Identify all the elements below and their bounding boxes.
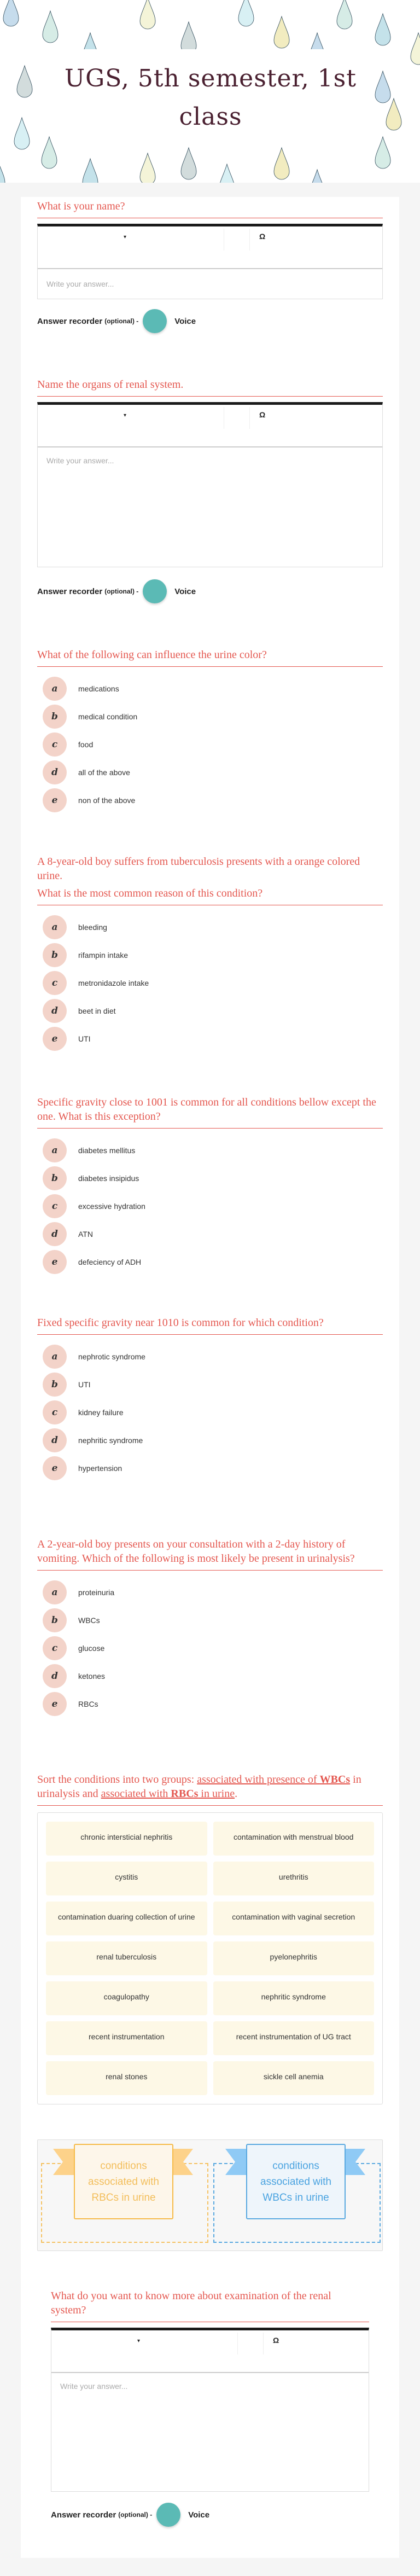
- raindrop-icon: [140, 0, 155, 29]
- question-title: [37, 854, 383, 905]
- option-b[interactable]: [37, 941, 383, 969]
- option-label: ATN: [78, 1229, 93, 1238]
- option-label: WBCs: [78, 1615, 100, 1625]
- question-title: What is your name?: [37, 199, 383, 218]
- option-label: hypertension: [78, 1463, 122, 1473]
- format-dropdown-icon[interactable]: ▾: [137, 2338, 141, 2344]
- sortable-item[interactable]: recent instrumentation of UG tract: [213, 2021, 375, 2055]
- option-d[interactable]: [37, 758, 383, 786]
- question-title: What do you want to know more about examination of the renal system?: [51, 2289, 369, 2322]
- raindrop-icon: [274, 148, 289, 179]
- option-label: medical condition: [78, 712, 138, 721]
- option-letter-badge: d: [43, 1428, 67, 1452]
- answer-editor: [37, 402, 383, 567]
- recorder-label: Answer recorder: [51, 2510, 116, 2520]
- raindrop-icon: [219, 164, 235, 183]
- option-letter-badge: e: [43, 1027, 67, 1051]
- option-a[interactable]: [37, 1342, 383, 1370]
- option-letter-badge: b: [43, 705, 67, 729]
- sortable-item[interactable]: recent instrumentation: [46, 2021, 207, 2055]
- format-dropdown-icon[interactable]: ▾: [124, 412, 127, 418]
- option-label: glucose: [78, 1643, 105, 1653]
- option-label: excessive hydration: [78, 1201, 145, 1211]
- ribbon-icon: [343, 2149, 365, 2175]
- title-bold: RBCs: [171, 1788, 199, 1800]
- raindrop-icon: [238, 0, 254, 26]
- sortable-item[interactable]: contamination with vaginal secretion: [213, 1902, 375, 1935]
- raindrop-icon: [181, 148, 196, 179]
- option-c[interactable]: [37, 1398, 383, 1426]
- option-label: beet in diet: [78, 1006, 116, 1015]
- option-letter-badge: b: [43, 1373, 67, 1397]
- title-bold: WBCs: [319, 1773, 351, 1786]
- raindrop-icon: [0, 159, 5, 183]
- ribbon-icon: [53, 2149, 75, 2175]
- option-label: RBCs: [78, 1699, 98, 1708]
- recorder-optional: (optional) -: [104, 588, 139, 595]
- sortable-item[interactable]: renal stones: [46, 2061, 207, 2095]
- raindrop-icon: [411, 33, 420, 65]
- title-text: in urinalysis and: [37, 1773, 361, 1800]
- option-letter-badge: d: [43, 1222, 67, 1246]
- sortable-item[interactable]: cystitis: [46, 1862, 207, 1895]
- option-letter-badge: d: [43, 999, 67, 1023]
- ribbon-icon: [171, 2149, 193, 2175]
- option-letter-badge: c: [43, 1636, 67, 1660]
- wbc-group-label: conditions associated with WBCs in urine: [246, 2144, 346, 2219]
- question-title: What of the following can influence the urine color?: [37, 648, 383, 667]
- raindrop-icon: [375, 71, 390, 103]
- recorder-optional: (optional) -: [118, 2511, 153, 2519]
- recorder-label: Answer recorder: [37, 316, 103, 326]
- question-specific-gravity-1001: [37, 1095, 383, 1276]
- format-dropdown-icon[interactable]: ▾: [124, 234, 127, 240]
- option-a[interactable]: [37, 913, 383, 941]
- option-letter-badge: a: [43, 677, 67, 701]
- option-letter-badge: a: [43, 1138, 67, 1162]
- raindrop-icon: [43, 11, 58, 43]
- option-letter-badge: a: [43, 915, 67, 939]
- raindrop-icon: [140, 153, 155, 183]
- option-b[interactable]: [37, 1370, 383, 1398]
- voice-label: Voice: [188, 2510, 210, 2520]
- question-title-line2: What is the most common reason of this condition?: [37, 887, 263, 899]
- question-urine-color: [37, 648, 383, 814]
- raindrop-icon: [375, 14, 390, 45]
- option-label: UTI: [78, 1034, 91, 1043]
- option-a[interactable]: [37, 1578, 383, 1606]
- option-c[interactable]: [37, 1634, 383, 1662]
- option-letter-badge: c: [43, 1194, 67, 1218]
- raindrop-icon: [375, 137, 390, 168]
- editor-toolbar: [38, 226, 382, 269]
- title-underlined: associated with: [101, 1788, 171, 1800]
- option-b[interactable]: [37, 1606, 383, 1634]
- option-letter-badge: e: [43, 788, 67, 812]
- option-label: kidney failure: [78, 1408, 124, 1417]
- option-letter-badge: c: [43, 732, 67, 757]
- question-learn-more: [51, 2289, 369, 2527]
- raindrop-icon: [17, 66, 32, 97]
- option-letter-badge: e: [43, 1456, 67, 1480]
- option-label: diabetes mellitus: [78, 1145, 136, 1155]
- option-b[interactable]: [37, 702, 383, 730]
- recorder-label: Answer recorder: [37, 586, 103, 596]
- option-c[interactable]: [37, 1192, 383, 1220]
- option-label: medications: [78, 684, 119, 693]
- title-underlined: associated with presence of: [197, 1773, 320, 1786]
- sortable-item[interactable]: chronic intersticial nephritis: [46, 1822, 207, 1856]
- question-renal-organs: [37, 377, 383, 603]
- option-d[interactable]: [37, 1426, 383, 1454]
- answer-textarea[interactable]: [38, 447, 382, 567]
- answer-editor: [37, 224, 383, 299]
- editor-toolbar: [51, 2330, 369, 2373]
- voice-record-button[interactable]: [143, 579, 167, 603]
- option-d[interactable]: [37, 1220, 383, 1248]
- answer-recorder: [37, 579, 383, 603]
- voice-label: Voice: [174, 586, 196, 596]
- option-label: nephrotic syndrome: [78, 1352, 145, 1361]
- question-name: [37, 199, 383, 333]
- option-label: UTI: [78, 1380, 91, 1389]
- option-label: rifampin intake: [78, 950, 129, 960]
- question-title: A 2-year-old boy presents on your consultation with a 2-day history of vomiting. Which of the following is most likely be present in urinalysis?: [37, 1537, 383, 1571]
- option-c[interactable]: [37, 969, 383, 997]
- option-letter-badge: a: [43, 1580, 67, 1604]
- ribbon-icon: [225, 2149, 247, 2175]
- sortable-item[interactable]: nephritic syndrome: [213, 1981, 375, 2015]
- title-text: Sort the conditions into two groups:: [37, 1773, 197, 1786]
- question-title: Specific gravity close to 1001 is common for all conditions bellow except the one. What is this exception?: [37, 1095, 383, 1129]
- title-box: [63, 49, 358, 147]
- option-label: food: [78, 740, 94, 749]
- answer-recorder: [51, 2503, 369, 2527]
- option-label: bleeding: [78, 922, 107, 932]
- question-vomiting-boy: [37, 1537, 383, 1718]
- option-e[interactable]: [37, 786, 383, 814]
- sortable-item[interactable]: contamination with menstrual blood: [213, 1822, 375, 1856]
- question-sort-conditions: [37, 1772, 383, 2104]
- sortable-item[interactable]: renal tuberculosis: [46, 1941, 207, 1975]
- answer-editor: [51, 2328, 369, 2492]
- option-b[interactable]: [37, 1164, 383, 1192]
- options-list: [37, 1578, 383, 1718]
- option-letter-badge: d: [43, 760, 67, 784]
- special-characters-icon[interactable]: Ω: [259, 232, 266, 241]
- option-c[interactable]: [37, 730, 383, 758]
- option-e[interactable]: [37, 1025, 383, 1053]
- option-label: nephritic syndrome: [78, 1435, 143, 1445]
- option-label: defeciency of ADH: [78, 1257, 142, 1266]
- answer-recorder: [37, 309, 383, 333]
- options-list: [37, 913, 383, 1053]
- answer-textarea[interactable]: [51, 2373, 369, 2491]
- option-letter-badge: d: [43, 1664, 67, 1688]
- voice-label: Voice: [174, 316, 196, 326]
- sortable-items-pool: [37, 1812, 383, 2104]
- option-label: proteinuria: [78, 1588, 115, 1597]
- raindrop-icon: [386, 98, 401, 130]
- raindrop-icon: [3, 0, 19, 26]
- page-title: UGS, 5th semester, 1st class: [65, 65, 357, 131]
- option-e[interactable]: [37, 1690, 383, 1718]
- question-orange-urine: [37, 854, 383, 1053]
- sortable-item[interactable]: coagulopathy: [46, 1981, 207, 2015]
- title-underlined: in urine: [198, 1788, 235, 1800]
- sortable-item[interactable]: contamination duaring collection of urine: [46, 1902, 207, 1935]
- raindrop-icon: [274, 16, 289, 48]
- options-list: [37, 1342, 383, 1482]
- question-title-line1: A 8-year-old boy suffers from tuberculosis presents with a orange colored urine.: [37, 856, 360, 882]
- option-letter-badge: a: [43, 1345, 67, 1369]
- sortable-item[interactable]: urethritis: [213, 1862, 375, 1895]
- rbc-group-label: conditions associated with RBCs in urine: [74, 2144, 173, 2219]
- sort-groups: [37, 2139, 383, 2251]
- option-a[interactable]: [37, 674, 383, 702]
- voice-record-button[interactable]: [143, 309, 167, 333]
- option-label: diabetes insipidus: [78, 1173, 139, 1183]
- option-letter-badge: b: [43, 1608, 67, 1632]
- raindrop-icon: [83, 159, 98, 183]
- option-label: ketones: [78, 1671, 106, 1680]
- question-fixed-specific-gravity: [37, 1316, 383, 1482]
- question-title: Fixed specific gravity near 1010 is common for which condition?: [37, 1316, 383, 1335]
- recorder-optional: (optional) -: [104, 317, 139, 325]
- options-list: [37, 674, 383, 814]
- special-characters-icon[interactable]: Ω: [259, 410, 266, 419]
- title-text: .: [235, 1788, 238, 1800]
- question-title: [37, 1772, 383, 1806]
- raindrop-icon: [310, 170, 325, 183]
- option-a[interactable]: [37, 1136, 383, 1164]
- option-e[interactable]: [37, 1454, 383, 1482]
- option-letter-badge: c: [43, 971, 67, 995]
- raindrop-icon: [42, 137, 57, 168]
- header-banner: [0, 0, 420, 183]
- option-e[interactable]: [37, 1248, 383, 1276]
- option-letter-badge: e: [43, 1692, 67, 1716]
- voice-record-button[interactable]: [156, 2503, 180, 2527]
- raindrop-icon: [337, 0, 352, 29]
- editor-toolbar: [38, 405, 382, 447]
- special-characters-icon[interactable]: Ω: [273, 2336, 279, 2345]
- option-letter-badge: c: [43, 1400, 67, 1424]
- option-label: non of the above: [78, 795, 136, 805]
- option-letter-badge: b: [43, 943, 67, 967]
- question-title: Name the organs of renal system.: [37, 377, 383, 397]
- options-list: [37, 1136, 383, 1276]
- option-d[interactable]: [37, 997, 383, 1025]
- option-label: metronidazole intake: [78, 978, 149, 987]
- answer-input[interactable]: [38, 269, 382, 299]
- option-d[interactable]: [37, 1662, 383, 1690]
- option-label: all of the above: [78, 767, 130, 777]
- sortable-item[interactable]: pyelonephritis: [213, 1941, 375, 1975]
- option-letter-badge: e: [43, 1250, 67, 1274]
- sortable-item[interactable]: sickle cell anemia: [213, 2061, 375, 2095]
- raindrop-icon: [14, 118, 30, 149]
- option-letter-badge: b: [43, 1166, 67, 1190]
